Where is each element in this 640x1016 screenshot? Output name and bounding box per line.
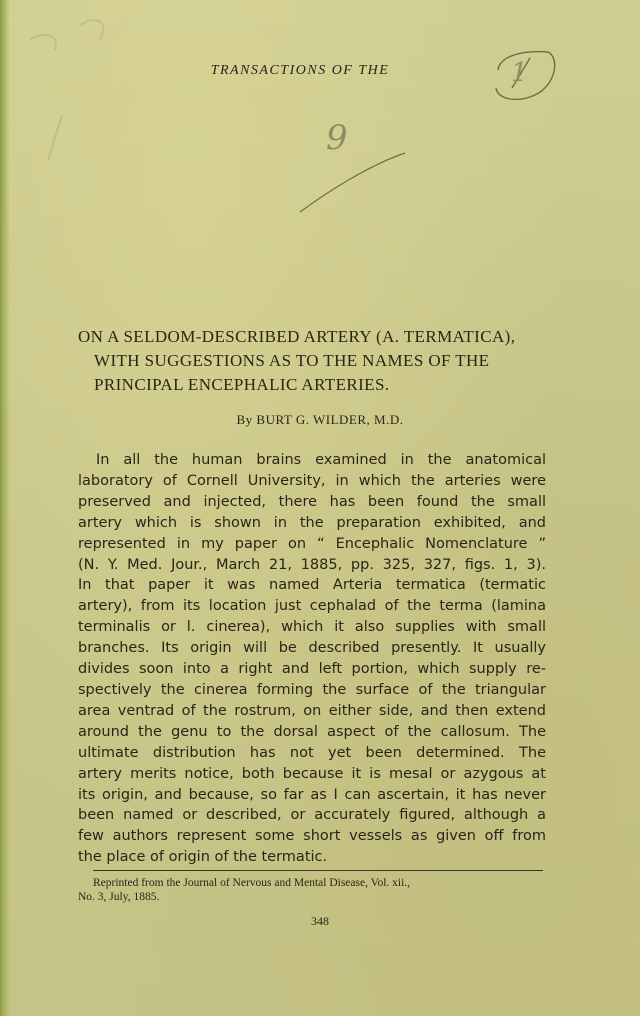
- footnote-line: No. 3, July, 1885.: [78, 891, 160, 903]
- body-line: (N. Y. Med. Jour., March 21, 1885, pp. 325, 327, figs. 1, 3).: [78, 556, 546, 573]
- pencil-number-top: 1: [511, 58, 528, 88]
- body-line: divides soon into a right and left portion, which supply re-: [78, 661, 546, 678]
- running-head: TRANSACTIONS OF THE: [210, 63, 390, 78]
- body-line: preserved and injected, there has been found the small: [78, 493, 546, 510]
- body-line: In all the human brains examined in the anatomical: [96, 452, 546, 468]
- body-line: In that paper it was named Arteria termatica (termatic: [78, 577, 546, 594]
- body-line: around the genu to the dorsal aspect of the callosum. The: [78, 723, 546, 740]
- body-line: the place of origin of the termatic.: [78, 849, 328, 866]
- footnote-line: Reprinted from the Journal of Nervous and Mental Disease, Vol. xii.,: [93, 877, 411, 889]
- ghost-mark-icon: [30, 20, 103, 160]
- body-text: [78, 450, 546, 868]
- body-line: few authors represent some short vessels as given off from: [78, 828, 546, 845]
- body-line: been named or described, or accurately figured, although a: [78, 807, 546, 824]
- body-line: ultimate distribution has not yet been determined. The: [78, 744, 546, 761]
- body-line: artery which is shown in the preparation exhibited, and: [78, 514, 546, 531]
- body-line: artery merits notice, both because it is mesal or azygous at: [78, 765, 546, 782]
- reprint-footnote: [78, 876, 548, 904]
- body-line: represented in my paper on “ Encephalic Nomenclature ”: [78, 535, 546, 552]
- body-line: area ventrad of the rostrum, on either side, and then extend: [78, 702, 546, 719]
- body-line: its origin, and because, so far as I can ascertain, it has never: [78, 786, 546, 803]
- footnote-rule: [93, 870, 543, 871]
- body-line: branches. Its origin will be described presently. It usually: [78, 640, 546, 657]
- author-byline: By BURT G. WILDER, M.D.: [236, 412, 404, 427]
- body-line: spectively the cinerea forming the surface of the triangular: [78, 681, 546, 698]
- body-line: artery), from its location just cephalad of the terma (lamina: [78, 598, 546, 615]
- body-line: laboratory of Cornell University, in which the arteries were: [78, 472, 546, 489]
- title-line: WITH SUGGESTIONS AS TO THE NAMES OF THE: [94, 351, 490, 370]
- title-line: PRINCIPAL ENCEPHALIC ARTERIES.: [94, 375, 390, 394]
- pencil-stroke-icon: [300, 153, 405, 212]
- article-title: [78, 325, 568, 397]
- pencil-number-center: 9: [326, 118, 348, 158]
- body-line: terminalis or l. cinerea), which it also supplies with small: [78, 619, 546, 636]
- title-line: ON A SELDOM-DESCRIBED ARTERY (A. TERMATICA),: [78, 327, 516, 346]
- page-number: 348: [311, 914, 329, 928]
